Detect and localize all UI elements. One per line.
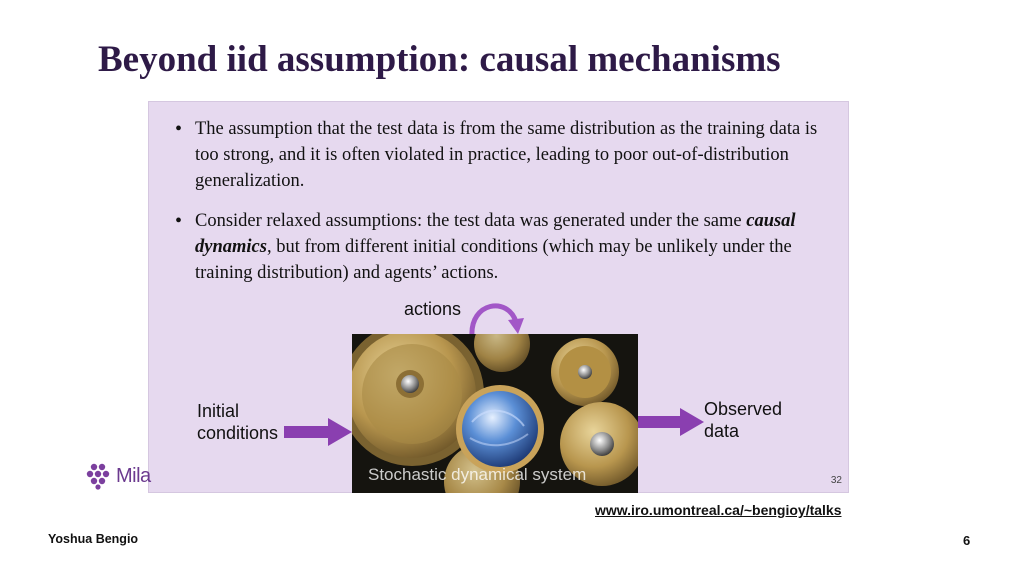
inner-slide-number: 32 <box>830 475 842 486</box>
footer-author: Yoshua Bengio <box>48 532 139 546</box>
bullet-emphasis: causal dynamics <box>195 211 796 257</box>
initial-conditions-label <box>197 400 278 444</box>
bullet-list <box>175 116 835 300</box>
talks-url-link[interactable]: www.iro.umontreal.ca/~bengioy/talks <box>595 502 842 518</box>
observed-label-line1: Observed <box>704 399 783 419</box>
observed-label-line2: data <box>704 421 740 441</box>
gear-right-top <box>551 338 619 406</box>
slide-title: Beyond iid assumption: causal mechanisms <box>98 39 781 80</box>
bullet-text-pre: Consider relaxed assumptions: the test data was generated under the same <box>195 211 747 231</box>
input-arrow <box>284 417 354 447</box>
bullet-item <box>175 208 835 286</box>
globe <box>456 385 544 473</box>
bullet-dot: • <box>175 118 183 140</box>
page-number: 6 <box>963 533 971 548</box>
mila-logo <box>86 462 151 490</box>
observed-data-label <box>704 398 782 442</box>
bullet-item <box>175 116 835 194</box>
bullet-dot: • <box>175 210 183 232</box>
output-arrow <box>638 407 706 437</box>
actions-label: actions <box>404 299 462 319</box>
bullet-text: The assumption that the test data is from the same distribution as the training data is too strong, and it is often violated in practice, leading to poor out-of-distribution generalization. <box>195 119 818 191</box>
gears-image <box>352 334 638 493</box>
mila-logo-text: Mila <box>116 464 151 487</box>
initial-label-line2: conditions <box>197 423 279 443</box>
initial-label-line1: Initial <box>197 401 240 421</box>
mila-logo-icon <box>86 462 112 490</box>
bullet-text-post: , but from different initial conditions (which may be unlikely under the training distribution) and agents’ actions. <box>195 237 792 283</box>
system-caption: Stochastic dynamical system <box>368 465 587 484</box>
actions-curved-arrow <box>462 292 528 340</box>
